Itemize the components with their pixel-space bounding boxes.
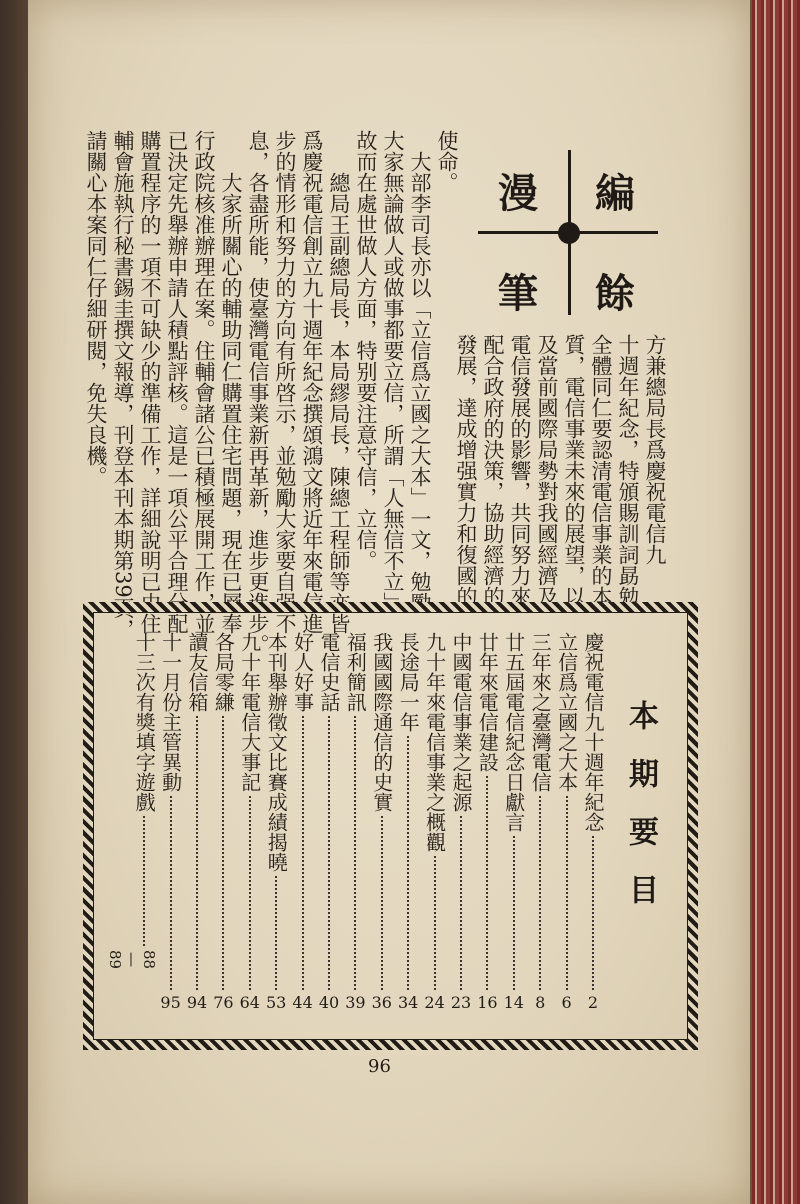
- toc-item-leader: [354, 716, 356, 990]
- toc-item-title: 電信史話: [317, 632, 341, 712]
- toc-item-page: 14: [503, 993, 524, 1012]
- toc-item-title: 本刊舉辦徵文比賽成績揭曉: [264, 632, 289, 872]
- editorial-line: 使命。: [435, 130, 459, 193]
- toc-item-page: 95: [160, 993, 181, 1012]
- toc-title: 本期要目: [623, 700, 658, 932]
- toc-item-title: 立信爲立國之大本: [554, 632, 579, 792]
- toc-item-page: 6: [561, 993, 572, 1012]
- editorial-line: 息，各盡所能，使臺灣電信事業新再革新，進步更進步。: [246, 130, 270, 655]
- toc-item-leader: [381, 816, 383, 990]
- toc-item-title: 慶祝電信九十週年紀念: [581, 632, 605, 832]
- toc-item-page: 39: [345, 993, 366, 1012]
- editorial-line: 電信發展的影響，共同努力來: [508, 334, 532, 607]
- toc-item-leader: [566, 796, 568, 990]
- toc-item-title: 各局零縑: [211, 632, 236, 712]
- toc-item-leader: [143, 816, 145, 946]
- toc-item-title: 好人好事: [290, 632, 315, 712]
- editorial-line: 已決定先舉辦申請人積點評核。這是一項公平合理分配: [165, 130, 189, 634]
- editorial-line: 配合政府的決策，協助經濟的: [481, 334, 505, 607]
- toc-item-leader: [170, 796, 172, 990]
- editorial-line: 發展，達成增强實力和復國的: [454, 334, 478, 607]
- toc-item-title: 九十年電信大事記: [237, 632, 262, 792]
- toc-item-title: 廿年來電信建設: [475, 632, 500, 772]
- toc-item-page: 94: [186, 993, 208, 1012]
- toc-item-leader: [513, 836, 515, 990]
- masthead-char-1: 編: [595, 171, 635, 217]
- editorial-line: 十週年紀念，特頒賜訓詞勗勉: [616, 334, 640, 607]
- toc-item-title: 十三次有獎填字遊戲: [132, 632, 157, 812]
- toc-item-leader: [407, 736, 409, 990]
- toc-item-title: 長途局一年: [396, 632, 421, 732]
- editorial-line: 購置程序的一項不可缺少的準備工作，詳細說明已由住: [138, 130, 162, 634]
- toc-item-page: 88—89: [106, 950, 159, 970]
- editorial-line: 總局王副總局長，本局繆局長，陳總工程師等亦皆: [327, 172, 351, 634]
- editorial-line: 質，電信事業未來的展望，以: [562, 334, 586, 607]
- editorial-line: 方兼總局長爲慶祝電信九: [643, 334, 667, 565]
- toc-item-title: 三年來之臺灣電信: [528, 632, 553, 792]
- editorial-line: 請關心本案同仁仔細研閱，免失良機。: [84, 130, 108, 487]
- page-number: 96: [368, 1056, 391, 1077]
- editorial-block-main: [82, 130, 460, 655]
- toc-item-title: 中國電信事業之起源: [449, 632, 473, 812]
- editorial-line: 大家無論做人或做事都要立信，所謂「人無信不立」，: [381, 130, 405, 624]
- masthead-char-4: 筆: [498, 271, 538, 317]
- toc-item-page: 36: [371, 993, 392, 1012]
- toc-item-title: 九十年來電信事業之概觀: [422, 632, 447, 852]
- editorial-block-intro: [452, 334, 668, 607]
- toc-item-page: 2: [587, 993, 599, 1012]
- toc-item-page: 40: [318, 993, 340, 1012]
- toc-item-leader: [486, 776, 488, 990]
- masthead-char-3: 漫: [498, 171, 538, 217]
- toc-item-title: 我國國際通信的史實: [369, 632, 394, 812]
- toc-item-leader: [328, 716, 330, 990]
- editorial-line: 大家所關心的輔助同仁購置住宅問題，現在已層奉: [219, 172, 243, 634]
- toc-item-page: 8: [535, 993, 546, 1012]
- toc-item-page: 24: [424, 993, 445, 1012]
- editorial-line: 及當前國際局勢對我國經濟及: [535, 334, 559, 607]
- toc-item-page: 34: [398, 993, 419, 1012]
- toc-item-leader: [592, 836, 594, 990]
- toc-item-leader: [275, 876, 277, 990]
- toc-item-leader: [539, 796, 541, 990]
- masthead-char-2: 餘: [595, 271, 635, 317]
- editorial-line: 步的情形和努力的方向有所啓示，並勉勵大家要自强不: [273, 130, 297, 634]
- toc-item-title: 廿五屆電信紀念日獻言: [501, 632, 526, 832]
- book-spine-edge: [752, 0, 800, 1204]
- editorial-line: 全體同仁要認清電信事業的本: [589, 334, 613, 607]
- toc-item-title: 福利簡訊: [343, 632, 368, 712]
- toc-item-page: 23: [450, 993, 472, 1012]
- editorial-line: 爲慶祝電信創立九十週年紀念撰頌鴻文將近年來電信進: [300, 130, 324, 634]
- editorial-line: 輔會施執行秘書錫圭撰文報導，刊登本刊本期第39頁，: [111, 130, 135, 640]
- editorial-line: 故而在處世做人方面，特别要注意守信，立信。: [354, 130, 378, 571]
- editorial-line: 行政院核准辦理在案。住輔會諸公已積極展開工作，並: [192, 130, 216, 634]
- toc-item-page: 76: [213, 993, 234, 1012]
- toc-item-page: 53: [266, 993, 287, 1012]
- toc-item-leader: [302, 716, 304, 990]
- toc-item-leader: [222, 716, 224, 990]
- masthead-center-ornament: [558, 222, 580, 244]
- toc-item-page: 16: [477, 993, 498, 1012]
- toc-item-leader: [460, 816, 462, 990]
- toc-item-title: 十一月份主管異動: [158, 632, 183, 792]
- toc-item-leader: [196, 716, 198, 990]
- editorial-line: 大部李司長亦以「立信爲立國之大本」一文，勉勵: [408, 151, 432, 613]
- toc-item-leader: [434, 856, 436, 990]
- toc-item-page: 64: [239, 993, 260, 1012]
- toc-item-leader: [249, 796, 251, 990]
- toc-item-page: 44: [292, 993, 313, 1012]
- toc-item-title: 讀友信箱: [185, 632, 209, 712]
